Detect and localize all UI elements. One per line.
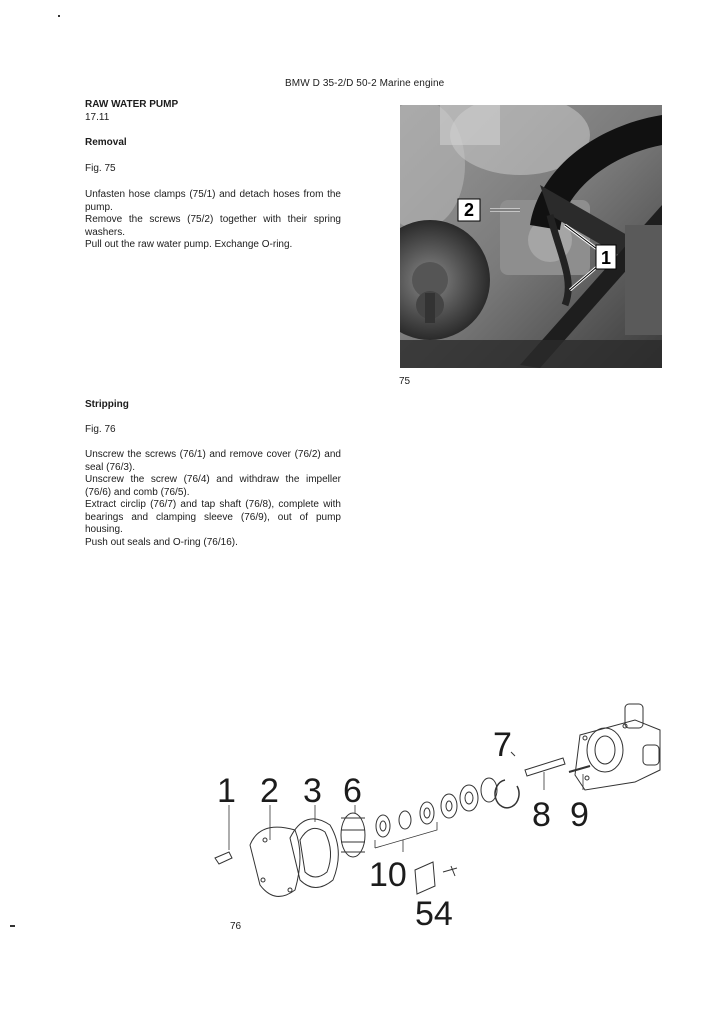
removal-text bbox=[85, 189, 341, 252]
figure-75-caption: 75 bbox=[399, 376, 411, 387]
label-2: 2 bbox=[260, 772, 279, 810]
removal-line: Remove the screws (75/2) together with their spring washers. bbox=[85, 214, 341, 238]
figure-76-caption: 76 bbox=[230, 921, 242, 932]
label-7: 7 bbox=[493, 726, 512, 764]
section-title: RAW WATER PUMP bbox=[85, 99, 179, 110]
engine-photo bbox=[400, 105, 662, 368]
label-3: 3 bbox=[303, 772, 322, 810]
circlip-part bbox=[495, 780, 519, 808]
scan-speck bbox=[58, 15, 60, 17]
removal-line: Pull out the raw water pump. Exchange O-ring. bbox=[85, 239, 293, 250]
label-1: 1 bbox=[217, 772, 236, 810]
section-number: 17.11 bbox=[85, 112, 110, 123]
shaft-part bbox=[525, 758, 565, 776]
stripping-line: Unscrew the screws (76/1) and remove cover (76/2) and seal (76/3). bbox=[85, 449, 341, 473]
label-9: 9 bbox=[570, 796, 589, 834]
removal-fig-ref: Fig. 75 bbox=[85, 163, 116, 174]
label-54: 54 bbox=[415, 895, 453, 930]
stripping-fig-ref: Fig. 76 bbox=[85, 424, 116, 435]
stripping-line: Extract circlip (76/7) and tap shaft (76/8), complete with bearings and clamping sleeve (76/9), out of pump housing. bbox=[85, 499, 341, 535]
label-8: 8 bbox=[532, 796, 551, 834]
callout-1: 1 bbox=[600, 248, 612, 268]
removal-line: Unfasten hose clamps (75/1) and detach hoses from the pump. bbox=[85, 189, 341, 213]
callout-2: 2 bbox=[463, 200, 475, 220]
comb-part bbox=[415, 862, 435, 894]
label-6: 6 bbox=[343, 772, 362, 810]
scan-speck bbox=[10, 925, 15, 927]
stripping-text bbox=[85, 449, 341, 549]
exploded-pump-diagram bbox=[205, 690, 665, 930]
figure-76-drawing bbox=[205, 690, 665, 930]
figure-75-photo bbox=[400, 105, 662, 368]
cover-part bbox=[250, 827, 300, 896]
impeller-part bbox=[341, 813, 365, 857]
stripping-line: Push out seals and O-ring (76/16). bbox=[85, 536, 238, 548]
page-header: BMW D 35-2/D 50-2 Marine engine bbox=[285, 78, 445, 89]
screw-part bbox=[215, 852, 232, 864]
label-10: 10 bbox=[369, 856, 407, 894]
removal-heading: Removal bbox=[85, 137, 127, 148]
stripping-heading: Stripping bbox=[85, 399, 129, 410]
stripping-line: Unscrew the screw (76/4) and withdraw the impeller (76/6) and comb (76/5). bbox=[85, 474, 341, 498]
